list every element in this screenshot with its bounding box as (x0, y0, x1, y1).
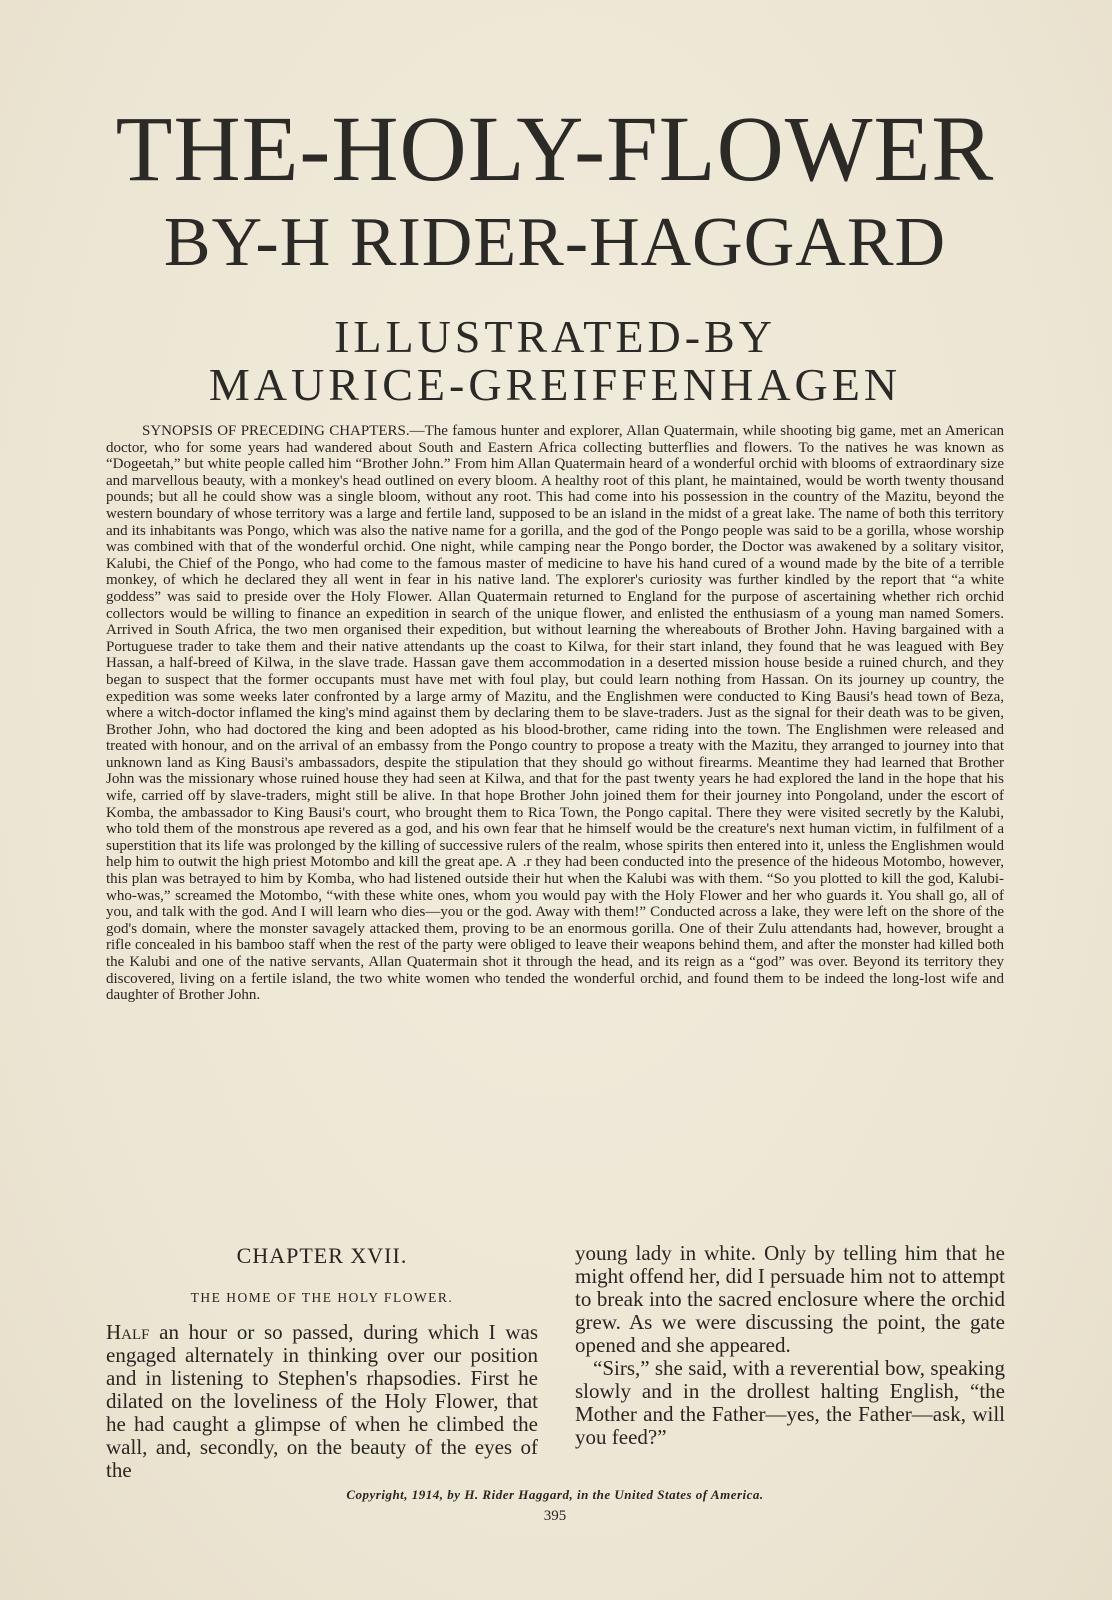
left-column (106, 1243, 538, 1482)
page-number: 395 (543, 1508, 567, 1524)
synopsis-paragraph: SYNOPSIS OF PRECEDING CHAPTERS.—The famous hunter and explorer, Allan Quatermain, while shooting big game, met an American doctor, who for some years had wandered about South and Eastern Africa collecting butterflies and flowers. To the natives he was known as “Dogeetah,” but white people called him “Brother John.” From him Allan Quatermain heard of a wonderful orchid with blooms of extraordinary size and marvellous beauty, with a monkey's head outlined on every bloom. A healthy root of this plant, he maintained, would be worth twenty thousand pounds; but all he could show was a single bloom, without any root. This had come into his possession in the country of the Mazitu, beyond the western boundary of whose territory was a large and fertile land, supposed to be an island in the midst of a great lake. The name of both this territory and its inhabitants was Pongo, which was also the native name for a gorilla, and the god of the Pongo people was said to be a gorilla, whose worship was combined with that of the wonderful orchid. One night, while camping near the Pongo border, the Doctor was awakened by a solitary visitor, Kalubi, the Chief of the Pongo, who had come to the famous master of medicine to have his hand cured of a wound made by the bite of a terrible monkey, of which he declared they all went in fear in his native land. The explorer's curiosity was further kindled by the report that “a white goddess” was said to preside over the Holy Flower. Allan Quatermain returned to England for the purpose of ascertaining whether rich orchid collectors would be willing to finance an expedition in search of the unique flower, and enlisted the enthusiasm of a young man named Somers. Arrived in South Africa, the two men organised their expedition, but without learning the whereabouts of Brother John. Having bargained with a Portuguese trader to take them and their native attendants up the coast to Kilwa, for their start inland, they found that he was leagued with Bey Hassan, a half-breed of Kilwa, in the slave trade. Hassan gave them accommodation in a deserted mission house beside a ruined church, and they began to suspect that the former occupants must have met with foul play, but could learn nothing from Hassan. On its journey up country, the expedition was some weeks later confronted by a large army of Mazitu, and the Englishmen were conducted to King Bausi's head town of Beza, where a witch-doctor inflamed the king's mind against them by declaring them to be slave-traders. Just as the signal for their death was to be given, Brother John, who had doctored the king and been adopted as his blood-brother, came riding into the town. The Englishmen were released and treated with honour, and on the arrival of an embassy from the Pongo country to propose a treaty with the Mazitu, they arranged to journey into that unknown land as King Bausi's ambassadors, despite the stipulation that they should go without firearms. Meantime they had learned that Brother John was the missionary whose ruined house they had seen at Kilwa, and that for the past twenty years he had explored the land in the hope that his wife, carried off by slave-traders, might still be alive. In that hope Brother John joined them for their journey into Pongoland, under the escort of Komba, the ambassador to King Bausi's court, who brought them to Rica Town, the Pongo capital. There they were visited secretly by the Kalubi, who told them of the monstrous ape revered as a god, and his own fear that he himself would be the creature's next human victim, in fulfilment of a superstition that its life was prolonged by the killing of successive rulers of the realm, whose spirits then entered into it, unless the Englishmen would help him to outwit the high priest Motombo and kill the great ape. A .r they had been conducted into the presence of the hideous Motombo, however, this plan was betrayed to him by Komba, who had listened outside their hut when the Kalubi was with them. “So you plotted to kill the god, Kalubi-who-was,” screamed the Motombo, “with these white ones, whom you would pay with the Holy Flower and her who guards it. You shall go, all of you, and talk with the god. And I will learn who dies—you or the god. Away with them!” Conducted across a lake, they were left on the shore of the god's domain, where the monster savagely attacked them, proving to be an enormous gorilla. One of their Zulu attendants had, however, brought a rifle concealed in his bamboo staff when the rest of the party were obliged to leave their weapons behind them, and after the monster had killed both the Kalubi and one of the native servants, Allan Quatermain shot it through the head, and its reign as a “god” was over. Beyond its territory they discovered, living on a fertile island, the two white women who tended the wonderful orchid, and found them to be indeed the long-lost wife and daughter of Brother John. (106, 423, 1004, 1004)
chapter-opening-paragraph (106, 1321, 538, 1482)
author-byline: BY-H RIDER-HAGGARD (163, 204, 947, 281)
right-column (575, 1242, 1005, 1449)
story-title: THE-HOLY-FLOWER (115, 98, 995, 201)
illustrator-credit-line-2: MAURICE-GREIFFENHAGEN (208, 359, 902, 410)
dialogue-paragraph: “Sirs,” she said, with a reverential bow, speaking slowly and in the drollest halting English, “the Mother and the Father—yes, the Father—ask, will you feed?” (575, 1356, 1005, 1449)
chapter-subheading: THE HOME OF THE HOLY FLOWER. (190, 1290, 454, 1305)
opening-word: Half (106, 1320, 150, 1344)
chapter-heading: CHAPTER XVII. (236, 1243, 408, 1268)
copyright-notice: Copyright, 1914, by H. Rider Haggard, in the United States of America. (346, 1487, 764, 1502)
opening-paragraph-text: an hour or so passed, during which I was engaged alternately in thinking over our position and in listening to Stephen's rhapsodies. First he dilated on the loveliness of the Holy Flower, that he had caught a glimpse of when he climbed the wall, and, secondly, on the beauty of the eyes of the (106, 1320, 538, 1482)
continued-paragraph: young lady in white. Only by telling him that he might offend her, did I persuade him not to attempt to break into the sacred enclosure where the orchid grew. As we were discussing the point, the gate opened and she appeared. (575, 1241, 1005, 1357)
illustrator-credit-line-1: ILLUSTRATED-BY (334, 311, 776, 362)
